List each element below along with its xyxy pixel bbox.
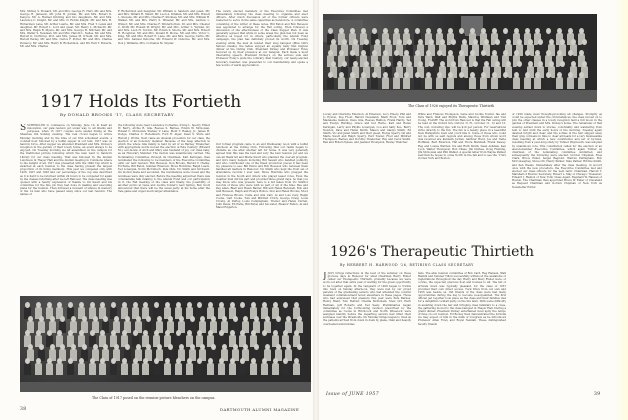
lawn — [323, 90, 597, 102]
person-head — [372, 50, 377, 56]
person-head — [25, 302, 30, 308]
person-figure — [142, 363, 149, 375]
person-head — [179, 316, 184, 322]
class-of-1917-photo — [20, 296, 311, 392]
person-head — [459, 72, 464, 78]
person-figure — [175, 363, 182, 375]
person-head — [361, 50, 366, 56]
person-head — [222, 316, 227, 322]
person-head — [528, 39, 533, 45]
person-head — [525, 28, 530, 34]
person-head — [219, 302, 224, 308]
person-head — [495, 61, 500, 67]
person-head — [372, 72, 377, 78]
person-head — [470, 28, 475, 34]
person-figure — [229, 363, 236, 375]
person-head — [470, 72, 475, 78]
person-head — [397, 61, 402, 67]
person-head — [528, 61, 533, 67]
person-figure — [239, 363, 246, 375]
person-figure — [67, 363, 74, 375]
person-figure — [282, 363, 289, 375]
person-head — [230, 302, 235, 308]
attendee-list-column-1: Mrs. McKay S. Howard, Mr. and Mrs. George H. Hurt, Mr. and Mrs. George H. Jameson, Mr. John H. Jordan, Mr. and Mrs. Robert D. Kenyon, Mr. A. Harned Kitching and two daughters, Mr. and Mrs. Laurence C. Knight, Mr. and Mrs. N. Hobbs Knight, Mr. and Mrs. H. Richardson Lane, Mr. Arthur Laurie, Mr. and Mrs. Fred T. Lewis and daughter, Mr. Robert L. Lord and guest, Mr. Henry L. McDevitt, Mr. and Mrs. Ralph B. Myers, Mr. and Mrs. George H. Mitchell, Mr. and Mrs. Walter S. Newman, Mr. and Mrs. Harold L. Nelles, Mr. and Mrs. Harold D. Northrup, Prof. and Mrs. James M. O'Neill, Mr. and Mrs. Harold Perley, Mr. and Mrs. Carlos F. Porter, Mr. and Mrs. Charles Pomeroy, Mr. and Mrs. Harry B. Richardson, and Mr. Earl T. Roberts, Mr. and Mrs. Charles — [20, 10, 112, 48]
person-figure — [78, 363, 85, 375]
person-figure — [186, 363, 193, 375]
class-of-1926-photo — [323, 14, 597, 102]
person-head — [339, 50, 344, 56]
person-head — [350, 72, 355, 78]
person-head — [328, 50, 333, 56]
person-head — [514, 72, 519, 78]
person-head — [459, 50, 464, 56]
person-figure — [218, 363, 225, 375]
person-figure — [327, 77, 334, 89]
person-head — [136, 316, 141, 322]
person-head — [25, 358, 30, 364]
person-figure — [196, 363, 203, 375]
person-head — [176, 330, 181, 336]
person-head — [394, 72, 399, 78]
person-head — [375, 61, 380, 67]
person-figure — [132, 363, 139, 375]
person-head — [233, 344, 238, 350]
person-head — [187, 302, 192, 308]
person-head — [397, 39, 402, 45]
person-head — [328, 28, 333, 34]
person-figure — [110, 363, 117, 375]
person-head — [350, 50, 355, 56]
person-figure — [349, 77, 356, 89]
person-head — [273, 330, 278, 336]
person-head — [342, 61, 347, 67]
person-head — [462, 61, 467, 67]
right-page — [316, 0, 628, 420]
article-headline-1926: 1926's Therapeutic Thirtieth — [330, 244, 535, 260]
person-figure — [425, 77, 432, 89]
person-head — [484, 61, 489, 67]
person-figure — [89, 363, 96, 375]
person-head — [262, 358, 267, 364]
person-figure — [121, 363, 128, 375]
person-head — [506, 39, 511, 45]
person-head — [514, 28, 519, 34]
person-head — [386, 39, 391, 45]
person-head — [133, 358, 138, 364]
person-figure — [164, 363, 171, 375]
person-head — [262, 302, 267, 308]
page-number-right: 39 — [594, 392, 601, 397]
article-byline-1917: By DONALD BROOKS '17, CLASS SECRETARY — [60, 112, 175, 117]
person-head — [473, 61, 478, 67]
person-head — [342, 39, 347, 45]
person-figure — [153, 363, 160, 375]
person-head — [372, 28, 377, 34]
article-body-column-2: the following were read: Lawrence Cornelius, Irving L. Sperry, Elmer W. Berry, Archie B. Gile, Reeves S. Barnes, Edwin W. McGowan, Roland C. McGowan, Stanley V. Lane, Mont T. Healey, Jr., James H. Dodge, Charles C. Rodenbach, Ford R. Alger, Dean S. Shire and Harold J. Works. Next came an unusual procedure for our class, the election of an honorary member. Because of the deep affection in which the whole Gile family is held by all of us Barney Thielscher, with appropriate words moved the election of Pete Century (Edward M.), son-in-law of Arch and Mary and husband of Joy, our class baby, as an Honorary Member. The motion was unanimously carried. The Nominating Committee through its Chairman, Karl Kernigan, then nominated the following to be members of the Executive Committee until our next reunion: Bob Beveson, Don Brooks, Harold V. Clarke, Ed Earle, Bill Eaton, Sumner Emerson, Moxe Hutchins, Ralph Leach, Ted Lonergan, Norm McCulloch, Pete Olds, Vic Smith and Gil Swett. On motion made and seconded, the nominations were closed and the nominees were duly elected. Before the meeting adjourned there was considerable talk relating to the Alumni Fund and our participation in it, the Fall meeting of the class and finally, the possibility of another picnic at Gene and Lucille Towler's next Spring. Bob Scott announced that there will be the usual party at his home after the Yale game and urged much larger attendance. — [118, 124, 210, 194]
person-head — [90, 358, 95, 364]
person-head — [79, 302, 84, 308]
person-head — [168, 344, 173, 350]
person-head — [353, 61, 358, 67]
person-head — [495, 39, 500, 45]
person-head — [517, 39, 522, 45]
person-figure — [534, 77, 541, 89]
person-head — [386, 61, 391, 67]
person-figure — [491, 77, 498, 89]
person-figure — [207, 363, 214, 375]
person-head — [481, 28, 486, 34]
person-figure — [393, 77, 400, 89]
person-head — [503, 72, 508, 78]
person-head — [492, 28, 497, 34]
person-head — [36, 330, 41, 336]
person-head — [331, 39, 336, 45]
person-head — [133, 302, 138, 308]
person-head — [222, 344, 227, 350]
person-head — [375, 39, 380, 45]
person-head — [39, 316, 44, 322]
person-head — [503, 28, 508, 34]
drop-cap: J — [323, 272, 327, 281]
person-head — [273, 358, 278, 364]
person-figure — [338, 77, 345, 89]
person-head — [265, 344, 270, 350]
person-figure — [24, 363, 31, 375]
person-figure — [56, 363, 63, 375]
person-head — [136, 344, 141, 350]
executive-committee-column: The newly elected members of the Executive Committee met immediately following the class meeting to organize and elect officers. After much discussion all of the former officers were reelected to serve in the same capacities as heretofore. A committee consisting of the writer of these notes, Bill Eaton and Bob Beveson was appointed to arrange for the Fall outing. Then followed a discussion of the effectiveness of the Class Supper Plan. It was generally agreed that while in some areas the plan has not been as effective as hoped for in others, particularly the Alumni Fund campaign, the plan has definitely proved its worth. On Tuesday evening while the men at tended their stag banquet (Miss Gill's famous steaks), the ladies enjoyed an equally tasty filet mignon dinner at the Outing Club. President Dickey and Professor Foley honored us by their presence at our banquet. Each made a most interesting speech, President Dickey's on the serious side and Professor Foley's quite the contrary. Past Century, our newly-elected honorary member, was presented to our membership and spoke a few words of warm appreciation. — [216, 10, 308, 67]
person-head — [230, 330, 235, 336]
person-head — [165, 302, 170, 308]
attendee-list-column-2: F. Richardson and daughter, Mr. William A. Sanborn and guest, Mr. and Mrs. Willard H. Smart, Mr. Leon A. Strahan, Mr. and Mrs. Robert L. Stevens, Mr. and Mrs. Charles F. Stickney, Mr. and Mrs. William H. Walker, Mr. and Mrs. Harry S. Wheeler, Mr. and Mrs. Andrew L. Winsor, Mr. and Mrs. Charles F. Winterbottom, Dr. and Mrs. Chester C. Wolff, Mr. Ronald W. Wright, Mr. and Mrs. Arthur L. Wyman, Dr. and Mrs. Leon H. Norton, Mr. Edwin S. Moore, Mr. and Mrs. Robert H. Houghton, Mr. and Mrs. Donald B. Morse, Mr. and Mrs. Victor L. King, Mr. and Mrs. Robert E. Lane, Mr. and Mrs. George Curtis, Mr. and Mrs. Samuel Osborne, Mr. Edward W. Osborne, Mr. and Mrs. Don J. Williams, Mrs. Cornelius M. Snyder. — [118, 10, 210, 45]
person-head — [383, 28, 388, 34]
person-head — [273, 302, 278, 308]
person-head — [361, 72, 366, 78]
person-head — [168, 316, 173, 322]
fall-outing-column: Willie and Frances Thompson, Gene and Lucille Towler, Ike and Vera Ward, Walt and Phyllis Wells, Maurice Whitman and Tom Young. FLASH! The word from Hanover is that the Fall outing will be held at the Oxford Inn, Oxford, N. H., October 11, 12 and 13. The cost, including tips, will be $19 per person. For reservations write directly to the Inn. The Inn is a beauty place in a beautiful New Hampshire town and you'll like it. Some of those who could not be with us sent regrets and among those from whom word was received are Kenneth Jordan, Gardner Hunt, Joe and Nette Hoffman, Bert Emerson, Hal and Thora Marshall, Frank Dewey, Reg and Louise Warden, Ira and Ruth Smith, Dean Ashdale, Ken Lyon, Walter Thompson, Bob Chase, Jim Durkee, Doug Fleming, Jim McGowan and Phil Walker. A special letter from Wayne Palmer said that he hopes to come North in the fall and to see the '17ers in New York and Boston. — [418, 113, 506, 161]
page-edge-highlight — [614, 0, 628, 420]
person-head — [383, 50, 388, 56]
person-figure — [382, 77, 389, 89]
person-head — [47, 358, 52, 364]
person-head — [517, 61, 522, 67]
article-byline-1926: By HERBERT H. HARWOOD '26, RETIRING CLASS SECRETARY — [340, 263, 474, 267]
person-figure — [250, 363, 257, 375]
person-head — [36, 302, 41, 308]
person-figure — [545, 77, 552, 89]
person-head — [353, 39, 358, 45]
person-head — [492, 50, 497, 56]
person-figure — [578, 77, 585, 89]
person-head — [525, 50, 530, 56]
person-head — [176, 302, 181, 308]
person-head — [79, 358, 84, 364]
running-foot: DARTMOUTH ALUMNI MAGAZINE — [220, 407, 300, 412]
person-head — [394, 28, 399, 34]
person-head — [383, 72, 388, 78]
person-head — [364, 39, 369, 45]
attendee-list-column-3: Lovely and Charlotte Emerson, Al Emerson, Lucy Emery, Phil and Jo Eyston, Peg Frost, Harold Cleveland, Mark Frost, Tom and Madeleine Gannon, Dave Gile, Reeves Hallion, Frank Hardy, Ted and Evelyn Harding, Grace and Dot Harte, Karl and Helen Kernigan, Larry and Phyllis Lonergan, Lou and Sally Kos, Berry Newton, Dave and Helen Smith, Mason and Gladys Smith, Ed Smith, Vic and Janet Smith and their guest, Rodge Sperry, Gil and Marie Swett and Ralph Sperry, Earl Towler, Fred and Mildred Thompson, Barney and Dorothy Thielscher, Ray and Carol Smith, Ben and Ethel Ulysses, and Jeannet Thompson, Rexley Thatcher. — [323, 113, 411, 145]
person-head — [165, 330, 170, 336]
person-head — [262, 330, 267, 336]
person-head — [506, 61, 511, 67]
person-head — [82, 344, 87, 350]
person-figure — [502, 77, 509, 89]
person-figure — [99, 363, 106, 375]
person-head — [125, 344, 130, 350]
person-head — [328, 72, 333, 78]
photo-caption-1926: The Class of 1926 enjoyed its Therapeutic Thirtieth — [408, 104, 495, 108]
person-head — [122, 330, 127, 336]
article-body-text-4: JULY brings reflections in the best of the summer on those glorious days in Hanover for what Chairman Harry Fisher called our Therapeutic Thirtieth, probably because we were worn out after that extra year of waiting for the great opportunity to be together again. At the vanguard of 1926 began to trickle into town on Sunday afternoon, they were met by our proud parents of the graduating seniors who had attended the colorful weekend commencement noted elsewhere in these pages. Those who had expressed that pleasure this year were Pete Barnes, Henry Biehl, Tom Hettler, Charlie McDonald, Stew Orr, Herb Redman, Jeff Roberts and Ted Seely. Preliminaries began immediately for the forthcoming reunion prescribed by the committee as rooms in Hitchcock and North Wheelock were assigned handily before the departing seniors had lifted their suitcases over the thresholds. On Monday things began to liven as the patients arrived from down in dusk by plane, train and heavily overloaded automobiles. — [323, 272, 411, 326]
person-head — [462, 39, 467, 45]
person-head — [276, 316, 281, 322]
person-head — [484, 39, 489, 45]
person-head — [36, 358, 41, 364]
person-head — [481, 50, 486, 56]
person-head — [364, 61, 369, 67]
person-figure — [272, 363, 279, 375]
photo-caption-1917: The Class of 1917 posed on the reunion-picture bleachers on the campus. — [92, 396, 216, 400]
person-head — [122, 302, 127, 308]
article-body-column-1 — [20, 124, 112, 292]
person-figure — [46, 363, 53, 375]
person-head — [331, 61, 336, 67]
person-head — [219, 358, 224, 364]
drop-cap: S — [20, 124, 27, 133]
person-head — [219, 330, 224, 336]
person-head — [265, 316, 270, 322]
person-head — [339, 72, 344, 78]
person-figure — [403, 77, 410, 89]
person-figure — [556, 77, 563, 89]
person-head — [50, 316, 55, 322]
person-figure — [458, 77, 465, 89]
person-figure — [480, 77, 487, 89]
person-head — [514, 50, 519, 56]
person-head — [187, 358, 192, 364]
person-figure — [35, 363, 42, 375]
person-head — [28, 316, 33, 322]
person-head — [276, 344, 281, 350]
article-headline-1917: 1917 Holds Its Fortieth — [40, 92, 242, 112]
person-figure — [513, 77, 520, 89]
person-head — [394, 50, 399, 56]
person-figure — [371, 77, 378, 89]
person-head — [90, 330, 95, 336]
person-figure — [360, 77, 367, 89]
person-figure — [414, 77, 421, 89]
person-head — [79, 330, 84, 336]
article-body-text-1: SCHEDULED to commence on Monday, June 10, in itself an innovation, our gala reunion got under way, to all intents and purposes, when 15 1917 couples were seated dining at the Shawnee Inn Sunday evening. The real crowd began to arrive Monday morning and by the time of our first scheduled events, a cocktail hour followed by a buffet supper in our tent, 1917 was on hand in force. After supper we attended President and Mrs. Dickey's reception in the garden of their lovely home, an event always to be enjoyed. On Tuesday morning we all assembled on the campus for the traditional picture following which the men went to Sanborn Library for our class meeting. That was followed by the Alumni Luncheon in Thayer Hall and the Alumni meeting in Commons where to the delight of all, 1917 was presented with the 1899 Cup which is awarded at each reunion to the class having present the largest proportion of its living members. This year we competed only with 1926, 1927 and 1928 and our percentage of the cup was described as it is hard to be returned within 24 hours to be competed for again by the classes returning after we left Hanover. The class meeting was opened with a hearty expression of thanks to Gil Swett and his committee for the fine job they had done in making and executing plans for the reunion. Then followed a moment of silence in memory of the 14 men who have passed away since our last reunion. The names of — [20, 124, 112, 197]
person-head — [481, 72, 486, 78]
person-head — [361, 28, 366, 34]
person-head — [122, 358, 127, 364]
person-head — [47, 302, 52, 308]
person-head — [179, 344, 184, 350]
person-head — [459, 28, 464, 34]
person-head — [492, 72, 497, 78]
person-figure — [447, 77, 454, 89]
person-head — [473, 39, 478, 45]
person-head — [125, 316, 130, 322]
person-head — [176, 358, 181, 364]
person-head — [133, 330, 138, 336]
person-head — [93, 344, 98, 350]
person-head — [93, 316, 98, 322]
person-figure — [469, 77, 476, 89]
person-head — [28, 344, 33, 350]
person-head — [230, 358, 235, 364]
person-head — [470, 50, 475, 56]
person-head — [39, 344, 44, 350]
person-figure — [293, 363, 300, 375]
lawn — [20, 382, 311, 392]
person-head — [525, 72, 530, 78]
person-head — [350, 28, 355, 34]
person-figure — [261, 363, 268, 375]
person-figure — [436, 77, 443, 89]
person-head — [190, 316, 195, 322]
person-head — [50, 344, 55, 350]
person-figure — [524, 77, 531, 89]
person-head — [503, 50, 508, 56]
article-body-column-4 — [323, 272, 411, 386]
person-head — [233, 316, 238, 322]
article-body-column-3: Our formal program came to an end Wednesday noon with a buffet luncheon at the Outing Club. Following that our ranks began to dwindle as one after another left for home. It was very generally agreed that this was the best and very the best reunion yet and we can all thank Gil and Marie Swett who planned the over-all program, and Gil's many helpers including Bill Sewall who handled publicity and who contributed one of the finest promotion pieces it has been my pleasure to see; Bill Eaton and Bob Beveson who between them handled all matters in Hanover; Vic Smith who kept the front set of attendance records I ever saw; Moxe Hutchins who plugged the reunion in the South and others who played lesser roles. Even the weather man did his part and provided three grand days. So that you may know who was present, here is a list taken from Vic Smith's records of those who were with us part or all of the time: Bee and Peg Allen, Blair and Helen Baxter, Bill and Helen Barewell, Bob and Gail Beveson, Ralph and Evelyn Bolton, Don and Helen Brooks, Moot and Frances Brown, Carle and Ann Carr, Al and Lois Cary, Ralph Cooke, Carl Cooke, Tom and Mildred Crotty, George Craig, Louis Crosby, Al DuPuy, Louis Cunningham, Tremor and Helen Curran, John Davis, Ed Earle, Bill Eaton and his sister, Eleanor Fallon, Al and Maud Edgerton, — [216, 143, 308, 210]
person-head — [190, 344, 195, 350]
person-head — [25, 330, 30, 336]
page-number-left: 38 — [20, 407, 27, 412]
reunion-column-3: of 1926 made most thought-provoking all changes. Promptly as could be expected under the circumstances, the class moved on to join the other classes in a lovely reception held a full moon in the garden of President and Mrs. Dickey's home. The remainder of that evening settled down to stories, conviviality and wandering from tent to tent until the early hours of the morning. Tuesday again dawned bright and clear, and the softies in the tent slipped away their gray cobwebs in time to clear all heads for a very businesslike class meeting at which a new constitution and set of by-laws, resulting from a year-long study by Tubber Weymouth, was adopted by unanimous vote. This constitution called for the election of an eleven-member Executive Committee, which again Tubber as chairman of the nominating committee submitted, and subsequently the following were elected: Gordon Chipman, Ross Clark, Bruce Esker, Seigel Bagnold, Warren Pellingham, Bob McConaughey, Steve Ott, Henry Parker, Nate Parker, Ritchie Smith, and Ken Weeks. Immediately after the class meeting, in accord once with the new procedure, the Executive Committee met and elected our class officers for the next term: Chairman, Harold T. Marshall of Boston; Secretary, Robert L. May of Chicago; Treasurer, Edward J. Hanlon of New York; Class Agent, Reginald W. Hansen of Boston. The Chairman then appointed Bruce W. Esker of Cleveland as Bequest Chairman and Gordon Chipman of New York as Newsletter Editor. — [512, 113, 602, 189]
article-body-column-5: tabs. The able reunion committee of Bob Card, Reg Hansen, Walt Rankin and Sumner Tilton successfully withstood the avalanche of registrations throughout the day. Harry and Mary Fisher were, of course, the expected gracious host and hostess to all. The list of arrivals down was typically pleasant, for the class of 1957 provided their own direct access. Tuck Drive from out own and 1956 was beside us. Old friends of the class were had many opportunities during the day to become re-acquainted. The first official get together took place as the class and their families met for a delightful cocktail party on the Inn lawn. With some difficulty in assisting down the bar and bringing class familiars to a close, the gathering moved to the class banquet in Thayer Hall. During a grand dinner, President Dickey entertained most aptly the tempo of time on our reunion. Ed Booley then demonstrated the formula we may expect of him in the halls of Congress as he introduced Professor Allen Foley and Royal Nemiah. These distinguished faculty friends — [418, 272, 506, 326]
person-head — [187, 330, 192, 336]
person-head — [47, 330, 52, 336]
person-figure — [567, 77, 574, 89]
person-head — [90, 302, 95, 308]
issue-date-line: Issue of JUNE 1957 — [326, 392, 380, 397]
person-head — [339, 28, 344, 34]
person-head — [165, 358, 170, 364]
person-head — [82, 316, 87, 322]
